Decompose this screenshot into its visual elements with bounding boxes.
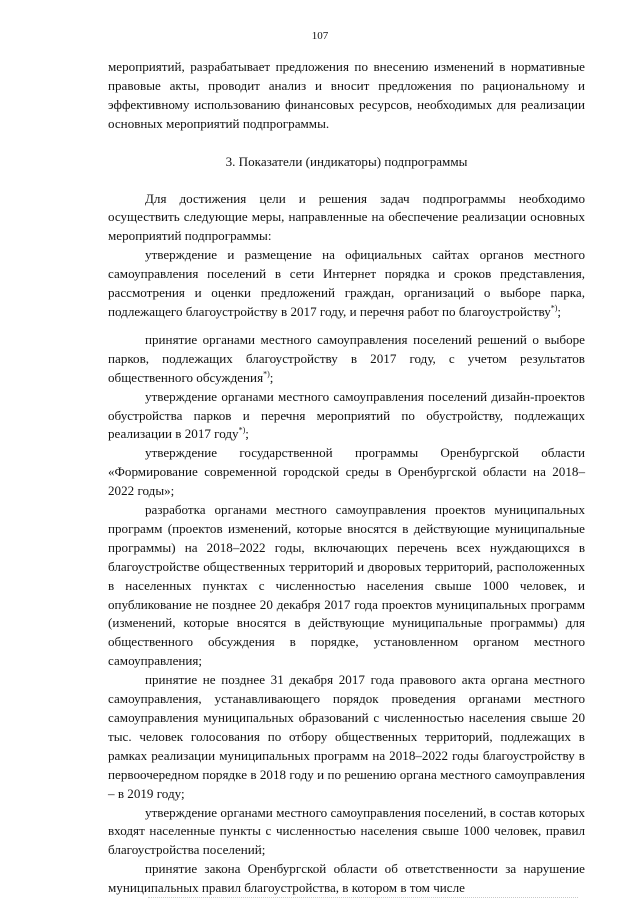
page-number: 107 xyxy=(311,30,329,42)
measure-end: ; xyxy=(245,426,249,442)
paragraph-continuation: мероприятий, разрабатывает предложения по внесению изменений в нормативные правовые акты, проводит анализ и вносит предложения по рациональному и эффективному использованию финансовых ресурсов, необходимых для реализации основных мероприятий подпрограммы. xyxy=(108,59,585,131)
measure-item: утверждение государственной программы Оренбургской области «Формирование современной городской среды в Оренбургской области на 2018–2022 годы»; xyxy=(108,445,585,499)
intro-paragraph: Для достижения цели и решения задач подпрограммы необходимо осуществить следующие меры, направленные на обеспечение реализации основных мероприятий подпрограммы: xyxy=(108,190,585,244)
measure-text: утверждение органами местного самоуправления поселений дизайн-проектов обустройства парков и перечня мероприятий по обустройству, подлежащих реализации в 2017 году xyxy=(108,388,585,442)
measure-item xyxy=(108,246,585,322)
section-heading: 3. Показатели (индикаторы) подпрограммы xyxy=(225,153,468,169)
measure-item xyxy=(108,388,585,445)
measure-item: принятие не позднее 31 декабря 2017 года правового акта органа местного самоуправления, устанавливающего порядок проведения органами местного самоуправления муниципальных образований с численностью населения свыше 20 тыс. человек голосования по отбору общественных территорий, подлежащих в рамках реализации муниципальных программ на 2018–2022 годы благоустройству в первоочередном порядке в 2018 году и по решению органа местного самоуправления – в 2019 году; xyxy=(108,672,585,801)
measure-end: ; xyxy=(269,369,274,385)
measure-item: утверждение органами местного самоуправления поселений, в состав которых входят населенные пункты с численностью населения свыше 1000 человек, правил благоустройства поселений; xyxy=(108,804,585,858)
measure-text: утверждение и размещение на официальных сайтах органов местного самоуправления поселений в сети Интернет порядка и сроков представления, рассмотрения и оценки предложений граждан, организаций о выборе парка, подлежащего благоустройству в 2017 году, и перечня работ по благоустройству xyxy=(108,247,585,319)
measure-text: принятие органами местного самоуправления поселений решений о выборе парков, подлежащих благоустройству в 2017 году, с учетом результатов общественного обсуждения xyxy=(108,331,585,385)
document-body xyxy=(108,58,585,898)
footnote-mark: *) xyxy=(263,369,270,379)
measure-item: разработка органами местного самоуправления проектов муниципальных программ (проектов изменений, которые вносятся в действующие муниципальные программы) на 2018–2022 годы, включающих перечень всех нуждающихся в благоустройстве общественных территорий и дворовых территорий, расположенных в населенных пунктах с численностью населения свыше 1000 человек, и опубликование не позднее 20 декабря 2017 года проектов муниципальных программ (изменений, которые вносятся в действующие муниципальные программы) для общественного обсуждения в порядке, установленном органом местного самоуправления; xyxy=(108,502,585,669)
measure-item xyxy=(108,331,585,388)
measure-item: принятие закона Оренбургской области об ответственности за нарушение муниципальных правил благоустройства, в котором в том числе xyxy=(108,861,585,896)
scan-edge-divider xyxy=(148,897,578,898)
footnote-mark: *) xyxy=(550,303,558,313)
measure-end: ; xyxy=(557,303,562,319)
footnote-mark: *) xyxy=(238,426,246,436)
